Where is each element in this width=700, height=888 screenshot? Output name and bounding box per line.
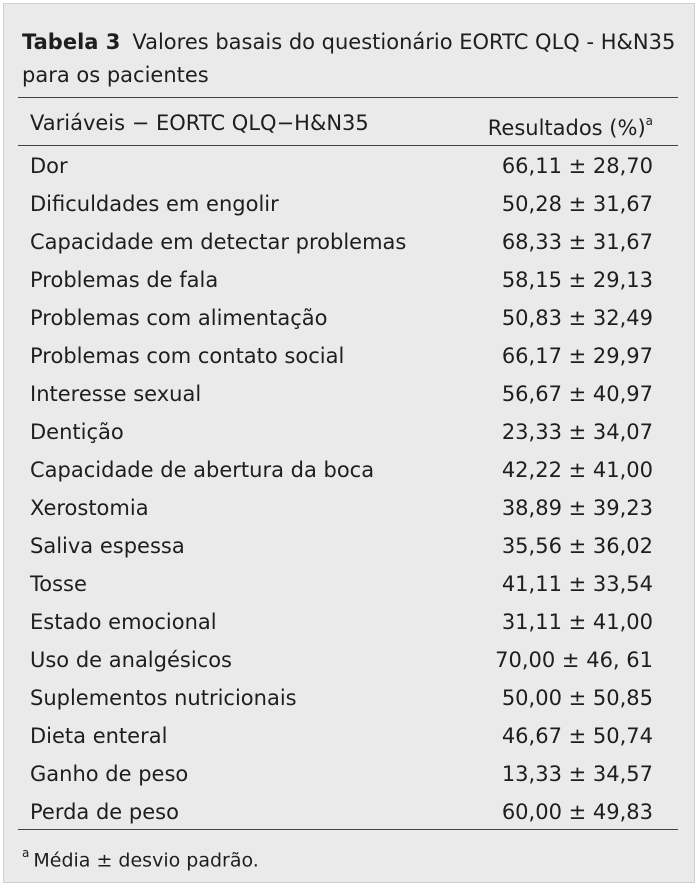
- table-cell-result: 13,33 ± 34,57: [501, 762, 653, 786]
- table-cell-result: 23,33 ± 34,07: [501, 420, 653, 444]
- table-cell-result: 60,00 ± 49,83: [501, 800, 653, 824]
- table-cell-result: 38,89 ± 39,23: [501, 496, 653, 520]
- table-cell-variable: Problemas de fala: [30, 268, 219, 292]
- table-cell-result: 70,00 ± 46, 61: [495, 648, 653, 672]
- table-cell-result: 35,56 ± 36,02: [501, 534, 653, 558]
- table-row: [0, 603, 700, 641]
- table-row: [0, 641, 700, 679]
- column-header-result: [488, 108, 653, 143]
- table-row: [0, 261, 700, 299]
- table-cell-variable: Suplementos nutricionais: [30, 686, 297, 710]
- table-row: [0, 755, 700, 793]
- table-cell-result: 66,11 ± 28,70: [501, 154, 653, 178]
- table-caption-text: Valores basais do questionário EORTC QLQ - H&N35 para os pacientes: [22, 30, 676, 87]
- table-row: [0, 793, 700, 831]
- table-caption: [22, 26, 692, 92]
- table-cell-variable: Problemas com alimentação: [30, 306, 328, 330]
- table-footnote: [22, 841, 259, 874]
- table-cell-result: 50,83 ± 32,49: [501, 306, 653, 330]
- table-cell-result: 31,11 ± 41,00: [501, 610, 653, 634]
- table-header-rule: [18, 145, 678, 146]
- table-cell-result: 42,22 ± 41,00: [501, 458, 653, 482]
- table-bottom-rule: [18, 829, 678, 830]
- table-cell-result: 56,67 ± 40,97: [501, 382, 653, 406]
- table-cell-variable: Saliva espessa: [30, 534, 185, 558]
- table-row: [0, 185, 700, 223]
- column-header-variable: Variáveis − EORTC QLQ−H&N35: [30, 111, 369, 135]
- table-cell-variable: Tosse: [30, 572, 87, 596]
- table-cell-variable: Xerostomia: [30, 496, 149, 520]
- table-cell-variable: Ganho de peso: [30, 762, 189, 786]
- table-row: [0, 223, 700, 261]
- table-cell-result: 50,28 ± 31,67: [501, 192, 653, 216]
- footnote-marker: a: [22, 846, 30, 860]
- table-cell-variable: Dieta enteral: [30, 724, 168, 748]
- column-header-result-marker: a: [645, 114, 653, 128]
- table-row: [0, 565, 700, 603]
- table-cell-variable: Dificuldades em engolir: [30, 192, 279, 216]
- table-cell-variable: Dentição: [30, 420, 124, 444]
- table-row: [0, 375, 700, 413]
- table-cell-variable: Uso de analgésicos: [30, 648, 233, 672]
- table-row: [0, 299, 700, 337]
- table-cell-variable: Capacidade em detectar problemas: [30, 230, 407, 254]
- table-row: [0, 413, 700, 451]
- table-cell-result: 68,33 ± 31,67: [501, 230, 653, 254]
- footnote-text: Média ± desvio padrão.: [33, 849, 259, 872]
- table-cell-result: 50,00 ± 50,85: [501, 686, 653, 710]
- table-cell-variable: Estado emocional: [30, 610, 217, 634]
- table-row: [0, 527, 700, 565]
- table-cell-variable: Dor: [30, 154, 68, 178]
- table-cell-result: 41,11 ± 33,54: [501, 572, 653, 596]
- table-top-rule: [18, 97, 678, 98]
- table-row: [0, 489, 700, 527]
- table-caption-label: Tabela 3: [22, 30, 121, 54]
- table-row: [0, 679, 700, 717]
- table-cell-variable: Perda de peso: [30, 800, 179, 824]
- table-cell-variable: Problemas com contato social: [30, 344, 345, 368]
- table-row: [0, 451, 700, 489]
- table-cell-variable: Interesse sexual: [30, 382, 202, 406]
- column-header-result-label: Resultados (%): [487, 116, 646, 140]
- table-cell-result: 58,15 ± 29,13: [501, 268, 653, 292]
- table-cell-result: 46,67 ± 50,74: [501, 724, 653, 748]
- table-body: [0, 147, 700, 831]
- table-cell-result: 66,17 ± 29,97: [501, 344, 653, 368]
- table-row: [0, 717, 700, 755]
- table-row: [0, 337, 700, 375]
- table-row: [0, 147, 700, 185]
- table-cell-variable: Capacidade de abertura da boca: [30, 458, 375, 482]
